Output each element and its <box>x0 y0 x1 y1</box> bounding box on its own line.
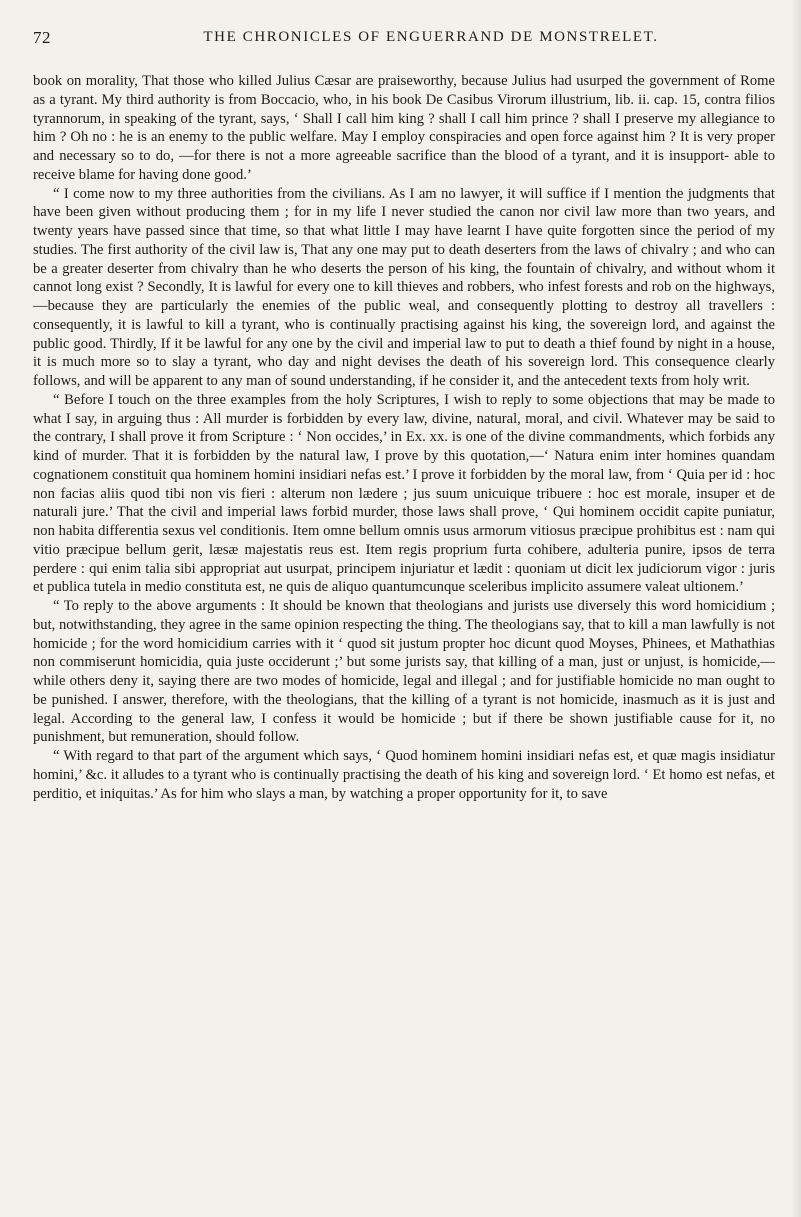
paragraph-civilians: “ I come now to my three authorities from the civilians. As I am no lawyer, it will suffice if I mention the judgments that have been given without producing them ; for in my life I never studied the canon nor civil law more than two years, and twenty years have passed since that time, so that what little I may have learnt I have quite forgotten since the period of my studies. The first authority of the civil law is, That any one may put to death deserters from the laws of chivalry ; and who can be a greater deserter from chivalry than he who deserts the person of his king, the fountain of chivalry, and without whom it cannot long exist ? Secondly, It is lawful for every one to kill thieves and robbers, who infest forests and rob on the highways,—because they are particularly the enemies of the public weal, and consequently plotting to destroy all travellers : consequently, it is lawful to kill a tyrant, who is continually practising against his king, the sovereign lord, and against the public good. Thirdly, If it be lawful for any one by the civil and imperial law to put to death a thief found by night in a house, it is much more so to slay a tyrant, who day and night devises the death of his sovereign lord. This consequence clearly follows, and will be apparent to any man of sound understanding, if he consider it, and the antecedent texts from holy writ. <box>33 185 775 389</box>
page-number: 72 <box>33 28 51 47</box>
paragraph-objections: “ Before I touch on the three examples from the holy Scriptures, I wish to reply to some objections that may be made to what I say, in arguing thus : All murder is forbidden by every law, divine, natural, moral, and civil. Whatever may be said to the contrary, I shall prove it from Scripture : ‘ Non occides,’ in Ex. xx. is one of the divine commandments, which forbids any kind of murder. That it is forbidden by the natural law, I prove by this quotation,—‘ Natura enim inter homines quandam cognationem constituit qua hominem homini insidiari nefas est.’ I prove it forbidden by the moral law, from ‘ Quia per id : hoc non facias aliis quod tibi non vis fieri : alterum non lædere ; jus suum unicuique tribuere : hoc est morale, insuper et de naturali jure.’ That the civil and imperial laws forbid murder, those laws shall prove, ‘ Qui hominem occidit capite puniatur, non habita differentia sexus vel conditionis. Item omne bellum omnis usus armorum vitiosus præcipue prohibitus est : nam qui vitio præcipue bellum gerit, læsæ majestatis reus est. Item regis proprium furta cohibere, adulteria punire, ipsos de terra perdere : qui enim talia sibi appropriat aut usurpat, principem injuriatur et lædit : quoniam ut dicit lex judiciorum vigor : juris et publica tutela in medio constituta est, ne quis de aliquo quantumcunque sceleribus implicito assumere valeat ultionem.’ <box>33 391 775 596</box>
paragraph-reply: “ To reply to the above arguments : It should be known that theologians and jurists use diversely this word homicidium ; but, notwithstanding, they agree in the same opinion respecting the thing. The theologians say, that to kill a man lawfully is not homicide ; for the word homicidium carries with it ‘ quod sit justum propter hoc dicunt quod Moyses, Phinees, et Mathathias non commiserunt homicidia, quia juste occiderunt ;’ but some jurists say, that killing of a man, just or unjust, is homicide,—while others deny it, saying there are two modes of homicide, legal and illegal ; and for justifiable homicide no man ought to be punished. I answer, therefore, with the theologians, that the killing of a tyrant is not homicide, inasmuch as it is just and legal. According to the general law, I confess it would be homicide ; but if there be shown justifiable cause for it, no punishment, but remuneration, should follow. <box>33 598 775 746</box>
page-edge-shadow <box>791 0 801 1217</box>
body-text <box>33 72 775 803</box>
paragraph-continuation: book on morality, That those who killed Julius Cæsar are praiseworthy, because Julius had usurped the government of Rome as a tyrant. My third authority is from Boccacio, who, in his book De Casibus Virorum illustrium, lib. ii. cap. 15, contra filios tyrannorum, in speaking of the tyrant, says, ‘ Shall I call him king ? shall I call him prince ? shall I preserve my allegiance to him ? Oh no : he is an enemy to the public welfare. May I employ conspiracies and open force against him ? It is very proper and necessary so to do, —for there is not a more agreeable sacrifice than the blood of a tyrant, and it is insupport- able to receive blame for having done good.’ <box>33 73 775 183</box>
paragraph-regard: “ With regard to that part of the argument which says, ‘ Quod hominem homini insidiari nefas est, et quæ magis insidiatur homini,’ &c. it alludes to a tyrant who is continually practising the death of his king and sovereign lord. ‘ Et homo est nefas, et perditio, et iniquitas.’ As for him who slays a man, by watching a proper opportunity for it, to save <box>33 748 775 802</box>
running-title: THE CHRONICLES OF ENGUERRAND DE MONSTRELET. <box>203 29 659 45</box>
page-header <box>33 28 775 58</box>
